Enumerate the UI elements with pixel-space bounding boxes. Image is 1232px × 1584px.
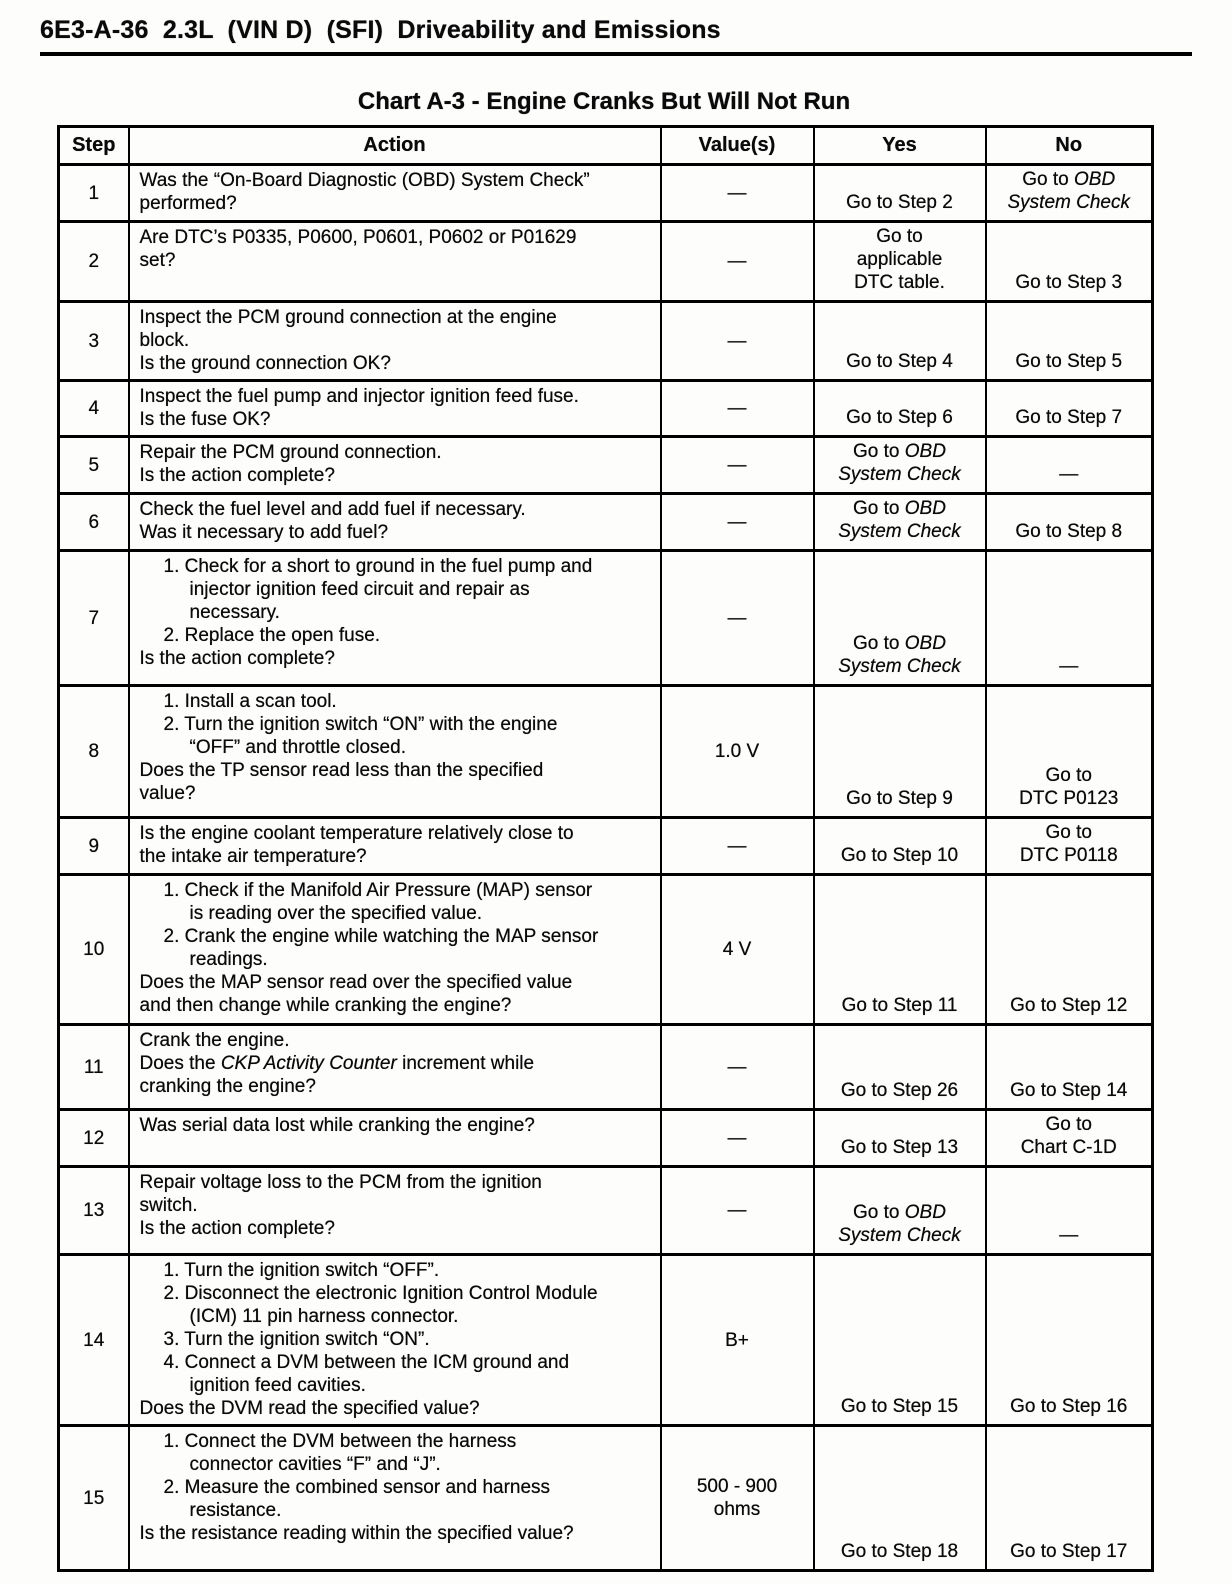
table-body xyxy=(59,165,1153,1571)
no-line: Chart C-1D xyxy=(1020,1137,1117,1158)
yes-line: System Check xyxy=(838,1225,961,1246)
no-cell xyxy=(986,686,1153,818)
no-cell xyxy=(986,1167,1153,1255)
value-cell xyxy=(661,437,814,494)
action-question xyxy=(140,1217,654,1240)
table-row xyxy=(59,1426,1153,1571)
action-statements xyxy=(140,498,654,521)
yes-text xyxy=(815,223,985,300)
action-line: (ICM) 11 pin harness connector. xyxy=(189,1306,459,1327)
table-row xyxy=(59,302,1153,381)
action-line: 2. Measure the combined sensor and harness xyxy=(163,1477,551,1498)
action-statements xyxy=(140,1114,654,1137)
yes-cell xyxy=(814,222,986,302)
action-line: the intake air temperature? xyxy=(139,846,367,867)
step-cell: 7 xyxy=(59,551,129,686)
action-cell xyxy=(129,551,661,686)
step-cell: 4 xyxy=(59,381,129,437)
step-cell: 5 xyxy=(59,437,129,494)
action-statements xyxy=(140,1029,654,1098)
action-question xyxy=(140,647,654,670)
action-cell xyxy=(129,437,661,494)
value-cell xyxy=(661,1110,814,1167)
value-line: — xyxy=(727,398,747,419)
no-text xyxy=(987,1111,1152,1165)
no-line: Go to Step 16 xyxy=(1010,1396,1128,1417)
action-text xyxy=(130,495,660,548)
header-row xyxy=(59,127,1153,165)
action-line: cranking the engine? xyxy=(139,1076,316,1097)
value-cell xyxy=(661,381,814,437)
no-line: — xyxy=(1059,656,1079,677)
yes-text xyxy=(815,992,985,1023)
action-question xyxy=(140,971,654,1017)
value-line: — xyxy=(727,1127,747,1149)
no-text xyxy=(987,1077,1152,1108)
action-line: is reading over the specified value. xyxy=(189,903,483,924)
action-question xyxy=(140,464,654,487)
action-line: resistance. xyxy=(189,1500,282,1521)
no-cell xyxy=(986,875,1153,1025)
action-line: connector cavities “F” and “J”. xyxy=(189,1454,441,1475)
value-cell xyxy=(661,1426,814,1571)
no-line: Go to Step 14 xyxy=(1010,1080,1128,1101)
yes-cell xyxy=(814,1255,986,1426)
action-cell xyxy=(129,222,661,302)
action-statements xyxy=(140,226,654,272)
action-line: 1. Check for a short to ground in the fuel pump and xyxy=(163,556,593,577)
no-line: DTC P0123 xyxy=(1019,788,1119,809)
yes-cell xyxy=(814,1167,986,1255)
value-line: B+ xyxy=(725,1329,749,1351)
no-text xyxy=(987,166,1152,220)
action-text xyxy=(130,552,660,674)
action-line: Does the TP sensor read less than the specified xyxy=(139,760,544,781)
yes-line: Go to Step 15 xyxy=(840,1396,959,1417)
value-cell xyxy=(661,222,814,302)
no-text xyxy=(987,992,1152,1023)
yes-cell xyxy=(814,1025,986,1110)
value-line: — xyxy=(727,251,747,272)
action-line: Crank the engine. xyxy=(139,1030,290,1051)
action-cell xyxy=(129,1426,661,1571)
action-line: 2. Replace the open fuse. xyxy=(163,625,381,646)
action-cell xyxy=(129,1167,661,1255)
column-header-action: Action xyxy=(129,127,661,165)
action-line: necessary. xyxy=(189,602,280,623)
step-cell: 9 xyxy=(59,818,129,875)
action-text xyxy=(130,382,660,435)
yes-text xyxy=(815,842,985,873)
no-text xyxy=(987,518,1152,549)
column-header-step: Step xyxy=(59,127,129,165)
action-text xyxy=(130,687,660,809)
no-cell xyxy=(986,1426,1153,1571)
action-text xyxy=(130,1427,660,1549)
no-cell xyxy=(986,818,1153,875)
action-line: set? xyxy=(139,250,176,271)
value-cell xyxy=(661,1255,814,1426)
yes-line: applicable xyxy=(856,249,943,270)
no-cell xyxy=(986,302,1153,381)
yes-line: Go to OBD xyxy=(853,1202,946,1223)
yes-cell xyxy=(814,381,986,437)
no-line: System Check xyxy=(1007,192,1130,213)
no-text xyxy=(987,461,1152,492)
value-line: 500 - 900 xyxy=(696,1476,778,1497)
table-row xyxy=(59,1167,1153,1255)
action-text xyxy=(130,166,660,219)
value-line: — xyxy=(727,454,747,476)
yes-cell xyxy=(814,302,986,381)
action-line: block. xyxy=(139,330,190,351)
step-cell: 15 xyxy=(59,1426,129,1571)
value-line: — xyxy=(727,1200,747,1221)
action-line: Was serial data lost while cranking the engine? xyxy=(139,1115,535,1136)
table-row xyxy=(59,1255,1153,1426)
yes-cell xyxy=(814,165,986,222)
no-line: DTC P0118 xyxy=(1019,845,1118,866)
action-line: Repair the PCM ground connection. xyxy=(139,442,442,463)
action-line: Does the MAP sensor read over the specified value xyxy=(139,972,573,993)
value-line: 1.0 V xyxy=(714,741,760,762)
table-row xyxy=(59,551,1153,686)
action-line: Is the resistance reading within the specified value? xyxy=(139,1523,574,1544)
action-question xyxy=(140,1397,654,1420)
table-row xyxy=(59,1025,1153,1110)
action-cell xyxy=(129,381,661,437)
action-cell xyxy=(129,818,661,875)
no-line: Go to Step 3 xyxy=(1015,272,1123,293)
action-text xyxy=(130,876,660,1021)
yes-line: Go to Step 18 xyxy=(840,1541,959,1562)
action-statements xyxy=(140,690,654,759)
no-line: Go to Step 8 xyxy=(1015,521,1123,542)
yes-cell xyxy=(814,818,986,875)
yes-line: Go to Step 10 xyxy=(840,845,959,866)
yes-cell xyxy=(814,686,986,818)
column-header-yes: Yes xyxy=(814,127,986,165)
value-line: ohms xyxy=(713,1499,761,1520)
action-line: 2. Turn the ignition switch “ON” with the engine xyxy=(163,714,558,735)
action-line: 3. Turn the ignition switch “ON”. xyxy=(163,1329,430,1350)
no-text xyxy=(987,1538,1152,1569)
yes-text xyxy=(815,495,985,549)
action-line: Are DTC’s P0335, P0600, P0601, P0602 or P01629 xyxy=(139,227,577,248)
action-line: 1. Turn the ignition switch “OFF”. xyxy=(163,1260,440,1281)
no-cell xyxy=(986,381,1153,437)
action-line: Inspect the fuel pump and injector ignition feed fuse. xyxy=(139,386,579,407)
action-line: Is the action complete? xyxy=(139,465,335,486)
value-cell xyxy=(661,302,814,381)
step-cell: 12 xyxy=(59,1110,129,1167)
no-line: Go to OBD xyxy=(1022,169,1116,190)
action-statements xyxy=(140,1171,654,1217)
action-line: 2. Disconnect the electronic Ignition Control Module xyxy=(163,1283,598,1304)
no-line: Go to Step 12 xyxy=(1010,995,1128,1016)
no-text xyxy=(987,762,1152,816)
action-line: injector ignition feed circuit and repair as xyxy=(189,579,530,600)
action-line: switch. xyxy=(139,1195,198,1216)
no-line: — xyxy=(1059,464,1079,485)
column-header-values: Value(s) xyxy=(661,127,814,165)
action-line: 2. Crank the engine while watching the MAP sensor xyxy=(163,926,599,947)
table-row xyxy=(59,222,1153,302)
yes-text xyxy=(815,1199,985,1253)
yes-text xyxy=(815,348,985,379)
action-statements xyxy=(140,441,654,464)
action-cell xyxy=(129,494,661,551)
action-line: Inspect the PCM ground connection at the engine xyxy=(139,307,557,328)
action-line: performed? xyxy=(139,193,237,214)
step-cell: 11 xyxy=(59,1025,129,1110)
action-statements xyxy=(140,306,654,352)
no-cell xyxy=(986,222,1153,302)
table-row xyxy=(59,165,1153,222)
action-line: 1. Install a scan tool. xyxy=(163,691,337,712)
action-statements xyxy=(140,555,654,647)
no-cell xyxy=(986,1255,1153,1426)
action-question xyxy=(140,1522,654,1545)
no-text xyxy=(987,1393,1152,1424)
yes-line: Go to Step 4 xyxy=(846,351,953,372)
chart-title: Chart A-3 - Engine Cranks But Will Not Run xyxy=(357,88,851,115)
yes-cell xyxy=(814,551,986,686)
action-text xyxy=(130,1026,660,1102)
action-line: Is the action complete? xyxy=(139,1218,335,1239)
action-text xyxy=(130,819,660,872)
step-cell: 2 xyxy=(59,222,129,302)
no-cell xyxy=(986,1110,1153,1167)
yes-line: System Check xyxy=(838,656,961,677)
action-question xyxy=(140,352,654,375)
yes-line: Go to Step 13 xyxy=(840,1137,959,1158)
yes-line: Go to Step 26 xyxy=(840,1080,959,1101)
yes-text xyxy=(815,1393,985,1424)
action-line: Is the engine coolant temperature relatively close to xyxy=(139,823,574,844)
table-row xyxy=(59,686,1153,818)
value-cell xyxy=(661,494,814,551)
no-cell xyxy=(986,551,1153,686)
action-cell xyxy=(129,875,661,1025)
yes-line: Go to Step 6 xyxy=(846,407,953,428)
no-cell xyxy=(986,494,1153,551)
no-line: Go to xyxy=(1045,822,1092,843)
action-line: Repair voltage loss to the PCM from the ignition xyxy=(139,1172,542,1193)
action-cell xyxy=(129,1255,661,1426)
yes-cell xyxy=(814,1426,986,1571)
action-question xyxy=(140,521,654,544)
no-line: Go to Step 17 xyxy=(1010,1541,1128,1562)
value-line: — xyxy=(727,1056,747,1078)
table-row xyxy=(59,1110,1153,1167)
value-line: — xyxy=(727,330,747,352)
action-cell xyxy=(129,1110,661,1167)
action-text xyxy=(130,303,660,379)
table-row xyxy=(59,437,1153,494)
step-cell: 8 xyxy=(59,686,129,818)
column-header-no: No xyxy=(986,127,1153,165)
yes-line: Go to Step 11 xyxy=(841,995,958,1016)
yes-line: Go to OBD xyxy=(853,441,946,462)
action-cell xyxy=(129,686,661,818)
action-text xyxy=(130,1256,660,1424)
yes-line: Go to OBD xyxy=(853,633,946,654)
action-line: Was the “On-Board Diagnostic (OBD) System Check” xyxy=(139,170,590,191)
yes-line: Go to Step 9 xyxy=(846,788,953,809)
no-text xyxy=(987,269,1152,300)
yes-line: Go to xyxy=(876,226,923,247)
value-line: 4 V xyxy=(722,939,752,960)
action-cell xyxy=(129,302,661,381)
action-line: Is the ground connection OK? xyxy=(139,353,391,374)
yes-line: System Check xyxy=(838,464,961,485)
no-text xyxy=(987,819,1152,873)
action-line: value? xyxy=(139,783,196,804)
action-text xyxy=(130,223,660,276)
action-line: 1. Check if the Manifold Air Pressure (MAP) sensor xyxy=(163,880,593,901)
action-text xyxy=(130,438,660,491)
no-text xyxy=(987,348,1152,379)
action-cell xyxy=(129,165,661,222)
action-statements xyxy=(140,879,654,971)
action-line: Is the fuse OK? xyxy=(139,409,271,430)
step-cell: 1 xyxy=(59,165,129,222)
action-statements xyxy=(140,1430,654,1522)
action-statements xyxy=(140,385,654,408)
table-row xyxy=(59,875,1153,1025)
no-cell xyxy=(986,165,1153,222)
yes-text xyxy=(815,630,985,684)
no-line: Go to xyxy=(1045,765,1092,786)
no-text xyxy=(987,1222,1152,1253)
action-question xyxy=(140,408,654,431)
value-line: — xyxy=(727,511,747,533)
yes-line: Go to Step 2 xyxy=(846,192,953,213)
action-line: ignition feed cavities. xyxy=(189,1375,366,1396)
page-header: 6E3-A-36 2.3L (VIN D) (SFI) Driveability and Emissions xyxy=(40,16,721,44)
diagnostic-table xyxy=(57,125,1154,1572)
action-statements xyxy=(140,169,654,215)
no-line: Go to Step 5 xyxy=(1015,351,1123,372)
action-text xyxy=(130,1168,660,1244)
value-line: — xyxy=(727,835,747,857)
yes-line: DTC table. xyxy=(854,272,945,293)
action-statements xyxy=(140,1259,654,1397)
value-cell xyxy=(661,1025,814,1110)
yes-cell xyxy=(814,875,986,1025)
yes-text xyxy=(815,1538,985,1569)
action-line: Does the DVM read the specified value? xyxy=(139,1398,480,1419)
action-line: Check the fuel level and add fuel if necessary. xyxy=(139,499,526,520)
no-line: Go to Step 7 xyxy=(1015,407,1123,428)
yes-line: Go to OBD xyxy=(853,498,946,519)
action-statements xyxy=(140,822,654,868)
yes-text xyxy=(815,1134,985,1165)
no-line: Go to xyxy=(1045,1114,1092,1135)
yes-text xyxy=(815,189,985,220)
yes-cell xyxy=(814,494,986,551)
step-cell: 10 xyxy=(59,875,129,1025)
table-row xyxy=(59,381,1153,437)
action-line: 4. Connect a DVM between the ICM ground and xyxy=(163,1352,570,1373)
no-text xyxy=(987,404,1152,435)
action-question xyxy=(140,759,654,805)
yes-cell xyxy=(814,437,986,494)
action-line: 1. Connect the DVM between the harness xyxy=(163,1431,517,1452)
value-cell xyxy=(661,818,814,875)
header-rule xyxy=(40,52,1192,56)
step-cell: 13 xyxy=(59,1167,129,1255)
no-text xyxy=(987,653,1152,684)
action-line: Does the CKP Activity Counter increment while xyxy=(139,1053,535,1074)
value-line: — xyxy=(727,607,747,629)
step-cell: 6 xyxy=(59,494,129,551)
action-cell xyxy=(129,1025,661,1110)
value-cell xyxy=(661,551,814,686)
yes-text xyxy=(815,404,985,435)
table-row xyxy=(59,818,1153,875)
action-line: Was it necessary to add fuel? xyxy=(139,522,389,543)
yes-line: System Check xyxy=(838,521,961,542)
action-text xyxy=(130,1111,660,1141)
no-cell xyxy=(986,437,1153,494)
table-row xyxy=(59,494,1153,551)
no-cell xyxy=(986,1025,1153,1110)
action-line: Is the action complete? xyxy=(139,648,335,669)
value-line: — xyxy=(727,182,747,204)
yes-text xyxy=(815,1077,985,1108)
value-cell xyxy=(661,686,814,818)
value-cell xyxy=(661,875,814,1025)
action-line: and then change while cranking the engine? xyxy=(139,995,512,1016)
yes-text xyxy=(815,438,985,492)
value-cell xyxy=(661,1167,814,1255)
step-cell: 14 xyxy=(59,1255,129,1426)
step-cell: 3 xyxy=(59,302,129,381)
value-cell xyxy=(661,165,814,222)
yes-cell xyxy=(814,1110,986,1167)
yes-text xyxy=(815,785,985,816)
no-line: — xyxy=(1059,1225,1079,1246)
action-line: “OFF” and throttle closed. xyxy=(189,737,406,758)
action-line: readings. xyxy=(189,949,268,970)
